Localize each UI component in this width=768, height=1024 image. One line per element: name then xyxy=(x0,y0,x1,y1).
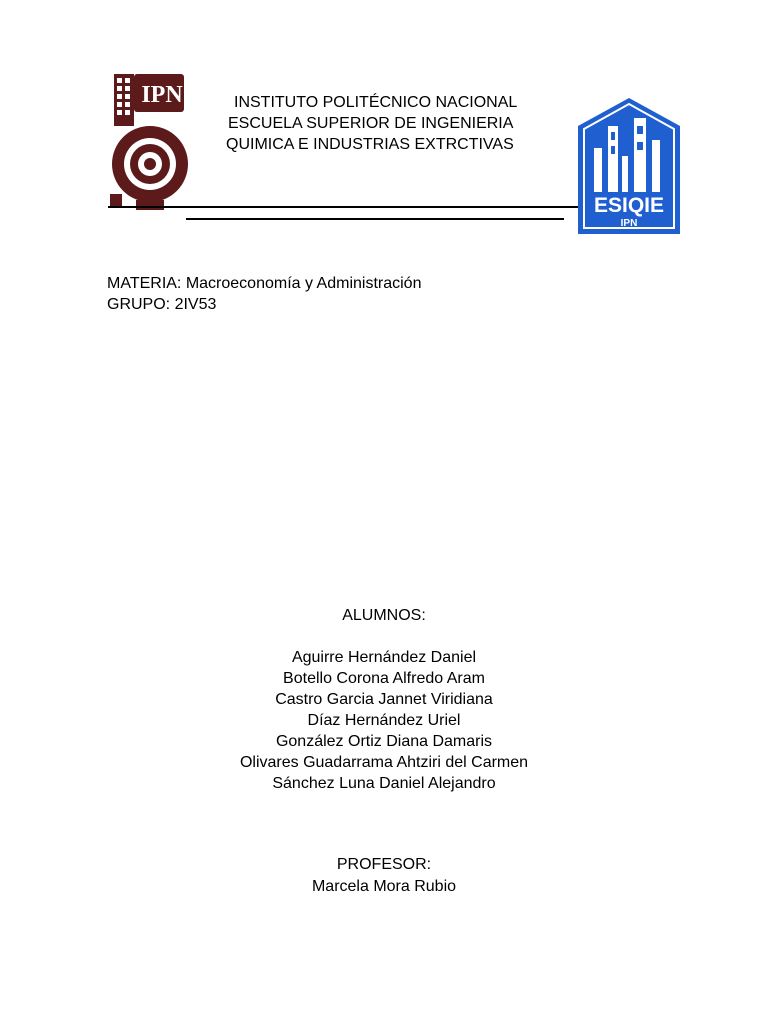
student-name: Sánchez Luna Daniel Alejandro xyxy=(272,775,496,792)
course-info xyxy=(107,273,421,315)
grupo-line: GRUPO: 2IV53 xyxy=(107,296,217,313)
student-name: Castro Garcia Jannet Viridiana xyxy=(275,691,493,708)
professor-label: PROFESOR: xyxy=(336,856,432,873)
students-list xyxy=(0,647,768,794)
student-name: González Ortiz Diana Damaris xyxy=(275,733,493,750)
esiqie-logo-subtext: IPN xyxy=(620,218,638,229)
students-label: ALUMNOS: xyxy=(342,607,426,624)
esiqie-logo-text: ESIQIE xyxy=(593,194,665,217)
header-divider-top xyxy=(108,206,578,208)
esiqie-logo-icon xyxy=(576,96,682,236)
ipn-logo-text: IPN xyxy=(141,82,183,108)
student-name: Díaz Hernández Uriel xyxy=(307,712,461,729)
materia-line: MATERIA: Macroeconomía y Administración xyxy=(107,275,422,292)
header-divider-bottom xyxy=(186,218,564,220)
student-name: Botello Corona Alfredo Aram xyxy=(283,670,485,687)
institution-header xyxy=(222,92,562,155)
professor-name: Marcela Mora Rubio xyxy=(311,878,457,895)
ipn-logo-icon xyxy=(106,70,190,212)
header-line-2: ESCUELA SUPERIOR DE INGENIERIA xyxy=(228,115,514,132)
header-line-1: INSTITUTO POLITÉCNICO NACIONAL xyxy=(234,94,518,111)
student-name: Olivares Guadarrama Ahtziri del Carmen xyxy=(239,754,529,771)
student-name: Aguirre Hernández Daniel xyxy=(291,649,477,666)
header-line-3: QUIMICA E INDUSTRIAS EXTRCTIVAS xyxy=(226,136,514,153)
